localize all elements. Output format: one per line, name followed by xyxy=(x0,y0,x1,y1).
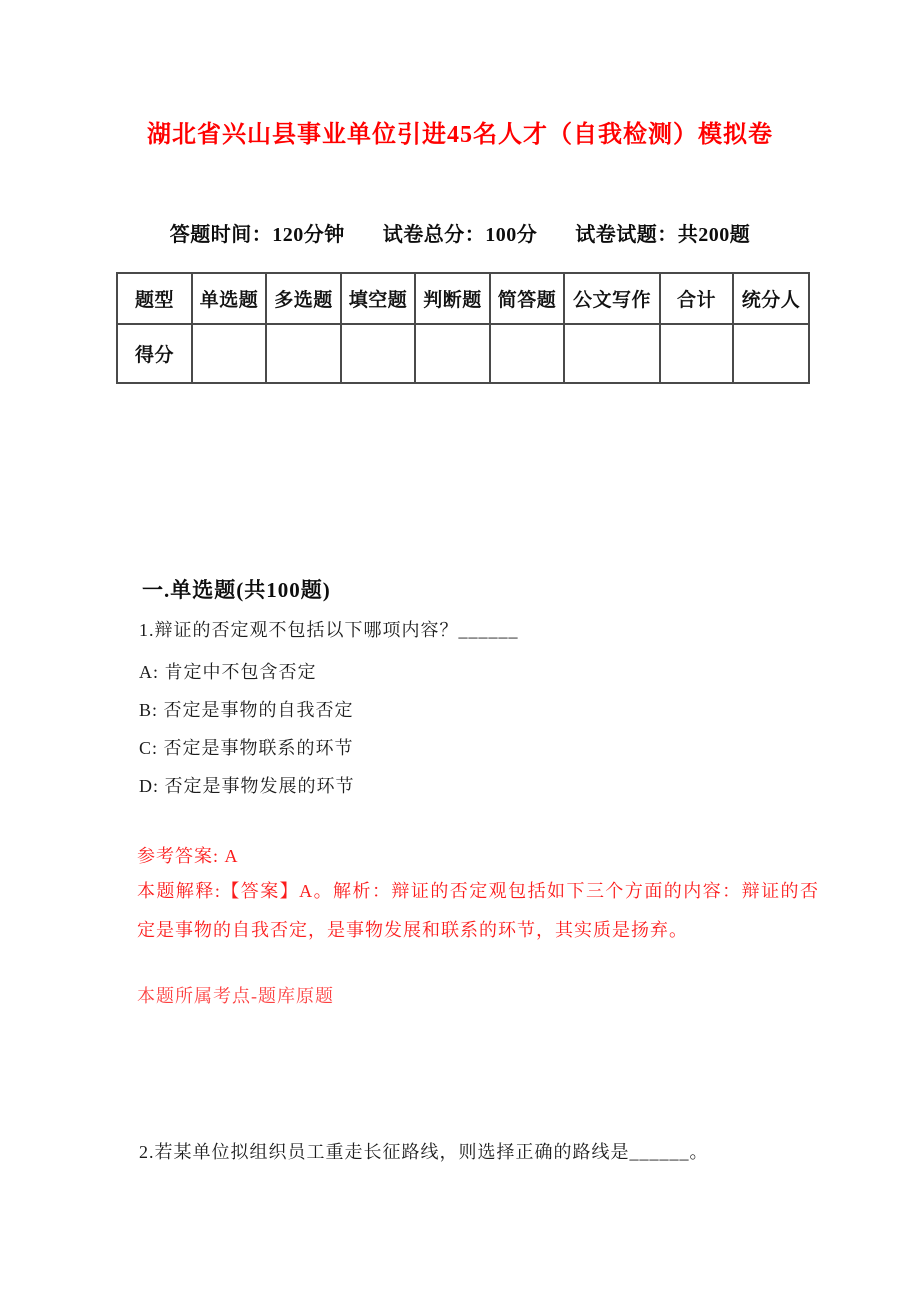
score-table-header-cell: 单选题 xyxy=(192,273,266,324)
score-table-header-cell: 题型 xyxy=(117,273,192,324)
score-empty-cell xyxy=(660,324,733,383)
meta-question-count: 试卷试题：共200题 xyxy=(575,224,751,246)
score-table-header-cell: 填空题 xyxy=(341,273,415,324)
section-heading: 一.单选题(共100题) xyxy=(142,578,331,602)
score-empty-cell xyxy=(341,324,415,383)
question-1-exam-point-source: 本题所属考点-题库原题 xyxy=(137,986,334,1006)
score-table-header-cell: 合计 xyxy=(660,273,733,324)
score-empty-cell xyxy=(733,324,809,383)
score-table-header-cell: 多选题 xyxy=(266,273,341,324)
score-table-header-cell: 公文写作 xyxy=(564,273,660,324)
meta-answer-time: 答题时间：120分钟 xyxy=(169,224,345,246)
exam-meta-line xyxy=(0,218,920,247)
score-empty-cell xyxy=(192,324,266,383)
question-2-text: 2.若某单位拟组织员工重走长征路线，则选择正确的路线是______。 xyxy=(139,1142,709,1162)
score-empty-cell xyxy=(490,324,564,383)
score-table-score-row xyxy=(117,324,809,383)
question-1-reference-answer: 参考答案: A xyxy=(137,846,239,866)
question-1-option-c: C: 否定是事物联系的环节 xyxy=(139,738,354,758)
score-table-header-cell: 判断题 xyxy=(415,273,490,324)
score-row-label: 得分 xyxy=(117,324,192,383)
meta-total-score: 试卷总分：100分 xyxy=(382,224,538,246)
question-1-option-d: D: 否定是事物发展的环节 xyxy=(139,776,355,796)
question-1-option-a: A: 肯定中不包含否定 xyxy=(139,662,317,682)
score-table-header-row xyxy=(117,273,809,324)
page-title: 湖北省兴山县事业单位引进45名人才（自我检测）模拟卷 xyxy=(147,122,773,148)
score-empty-cell xyxy=(564,324,660,383)
question-1-option-b: B: 否定是事物的自我否定 xyxy=(139,700,354,720)
question-1-explanation: 本题解释:【答案】A。解析：辩证的否定观包括如下三个方面的内容：辩证的否定是事物的自我否定，是事物发展和联系的环节，其实质是扬弃。 xyxy=(137,881,819,940)
score-empty-cell xyxy=(266,324,341,383)
score-empty-cell xyxy=(415,324,490,383)
score-table-header-cell: 统分人 xyxy=(733,273,809,324)
question-1-text: 1.辩证的否定观不包括以下哪项内容？______ xyxy=(139,620,519,640)
score-table xyxy=(116,272,810,384)
score-table-header-cell: 简答题 xyxy=(490,273,564,324)
